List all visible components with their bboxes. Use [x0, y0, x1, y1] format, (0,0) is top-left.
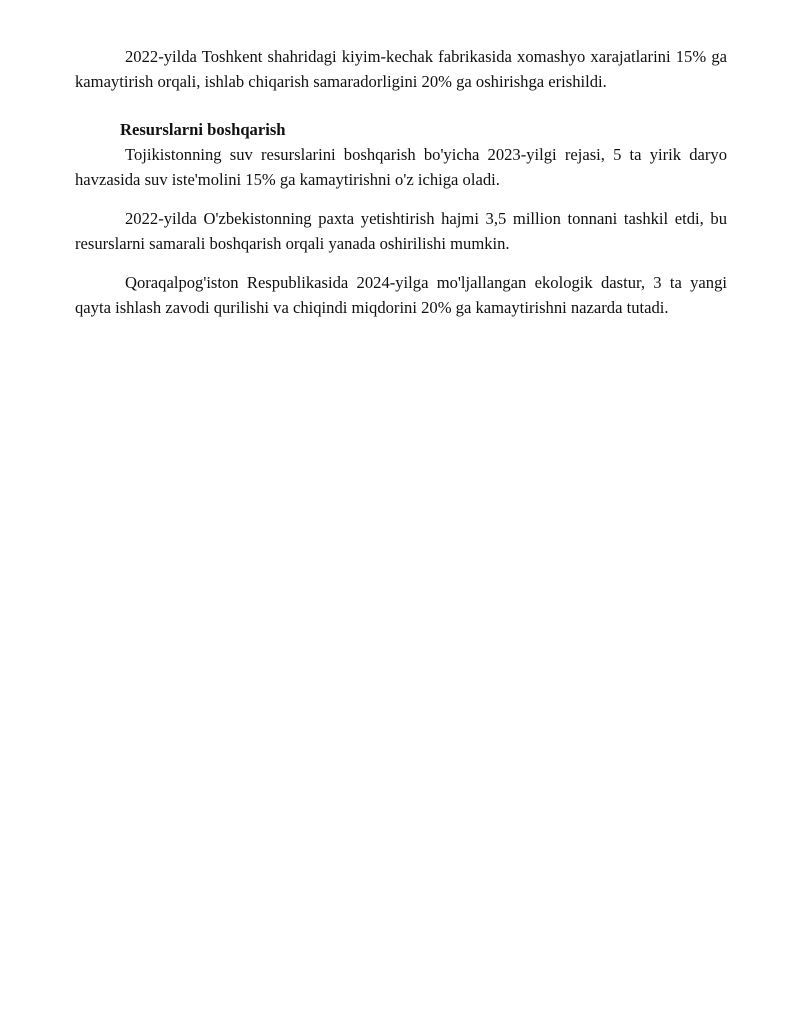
body-paragraph: Tojikistonning suv resurslarini boshqarish bo'yicha 2023-yilgi rejasi, 5 ta yirik daryo havzasida suv iste'molini 15% ga kamaytirishni o'z ichiga oladi. [75, 145, 727, 189]
document-page [75, 44, 727, 320]
body-paragraph: 2022-yilda O'zbekistonning paxta yetishtirish hajmi 3,5 million tonnani tashkil etdi, bu resurslarni samarali boshqarish orqali yanada oshirilishi mumkin. [75, 209, 727, 253]
section-heading: Resurslarni boshqarish [120, 120, 286, 139]
body-paragraph: Qoraqalpog'iston Respublikasida 2024-yilga mo'ljallangan ekologik dastur, 3 ta yangi qayta ishlash zavodi qurilishi va chiqindi miqdorini 20% ga kamaytirishni nazarda tutadi. [75, 273, 727, 317]
body-paragraph: 2022-yilda Toshkent shahridagi kiyim-kechak fabrikasida xomashyo xarajatlarini 15% ga kamaytirish orqali, ishlab chiqarish samaradorligini 20% ga oshirishga erishildi. [75, 47, 727, 91]
